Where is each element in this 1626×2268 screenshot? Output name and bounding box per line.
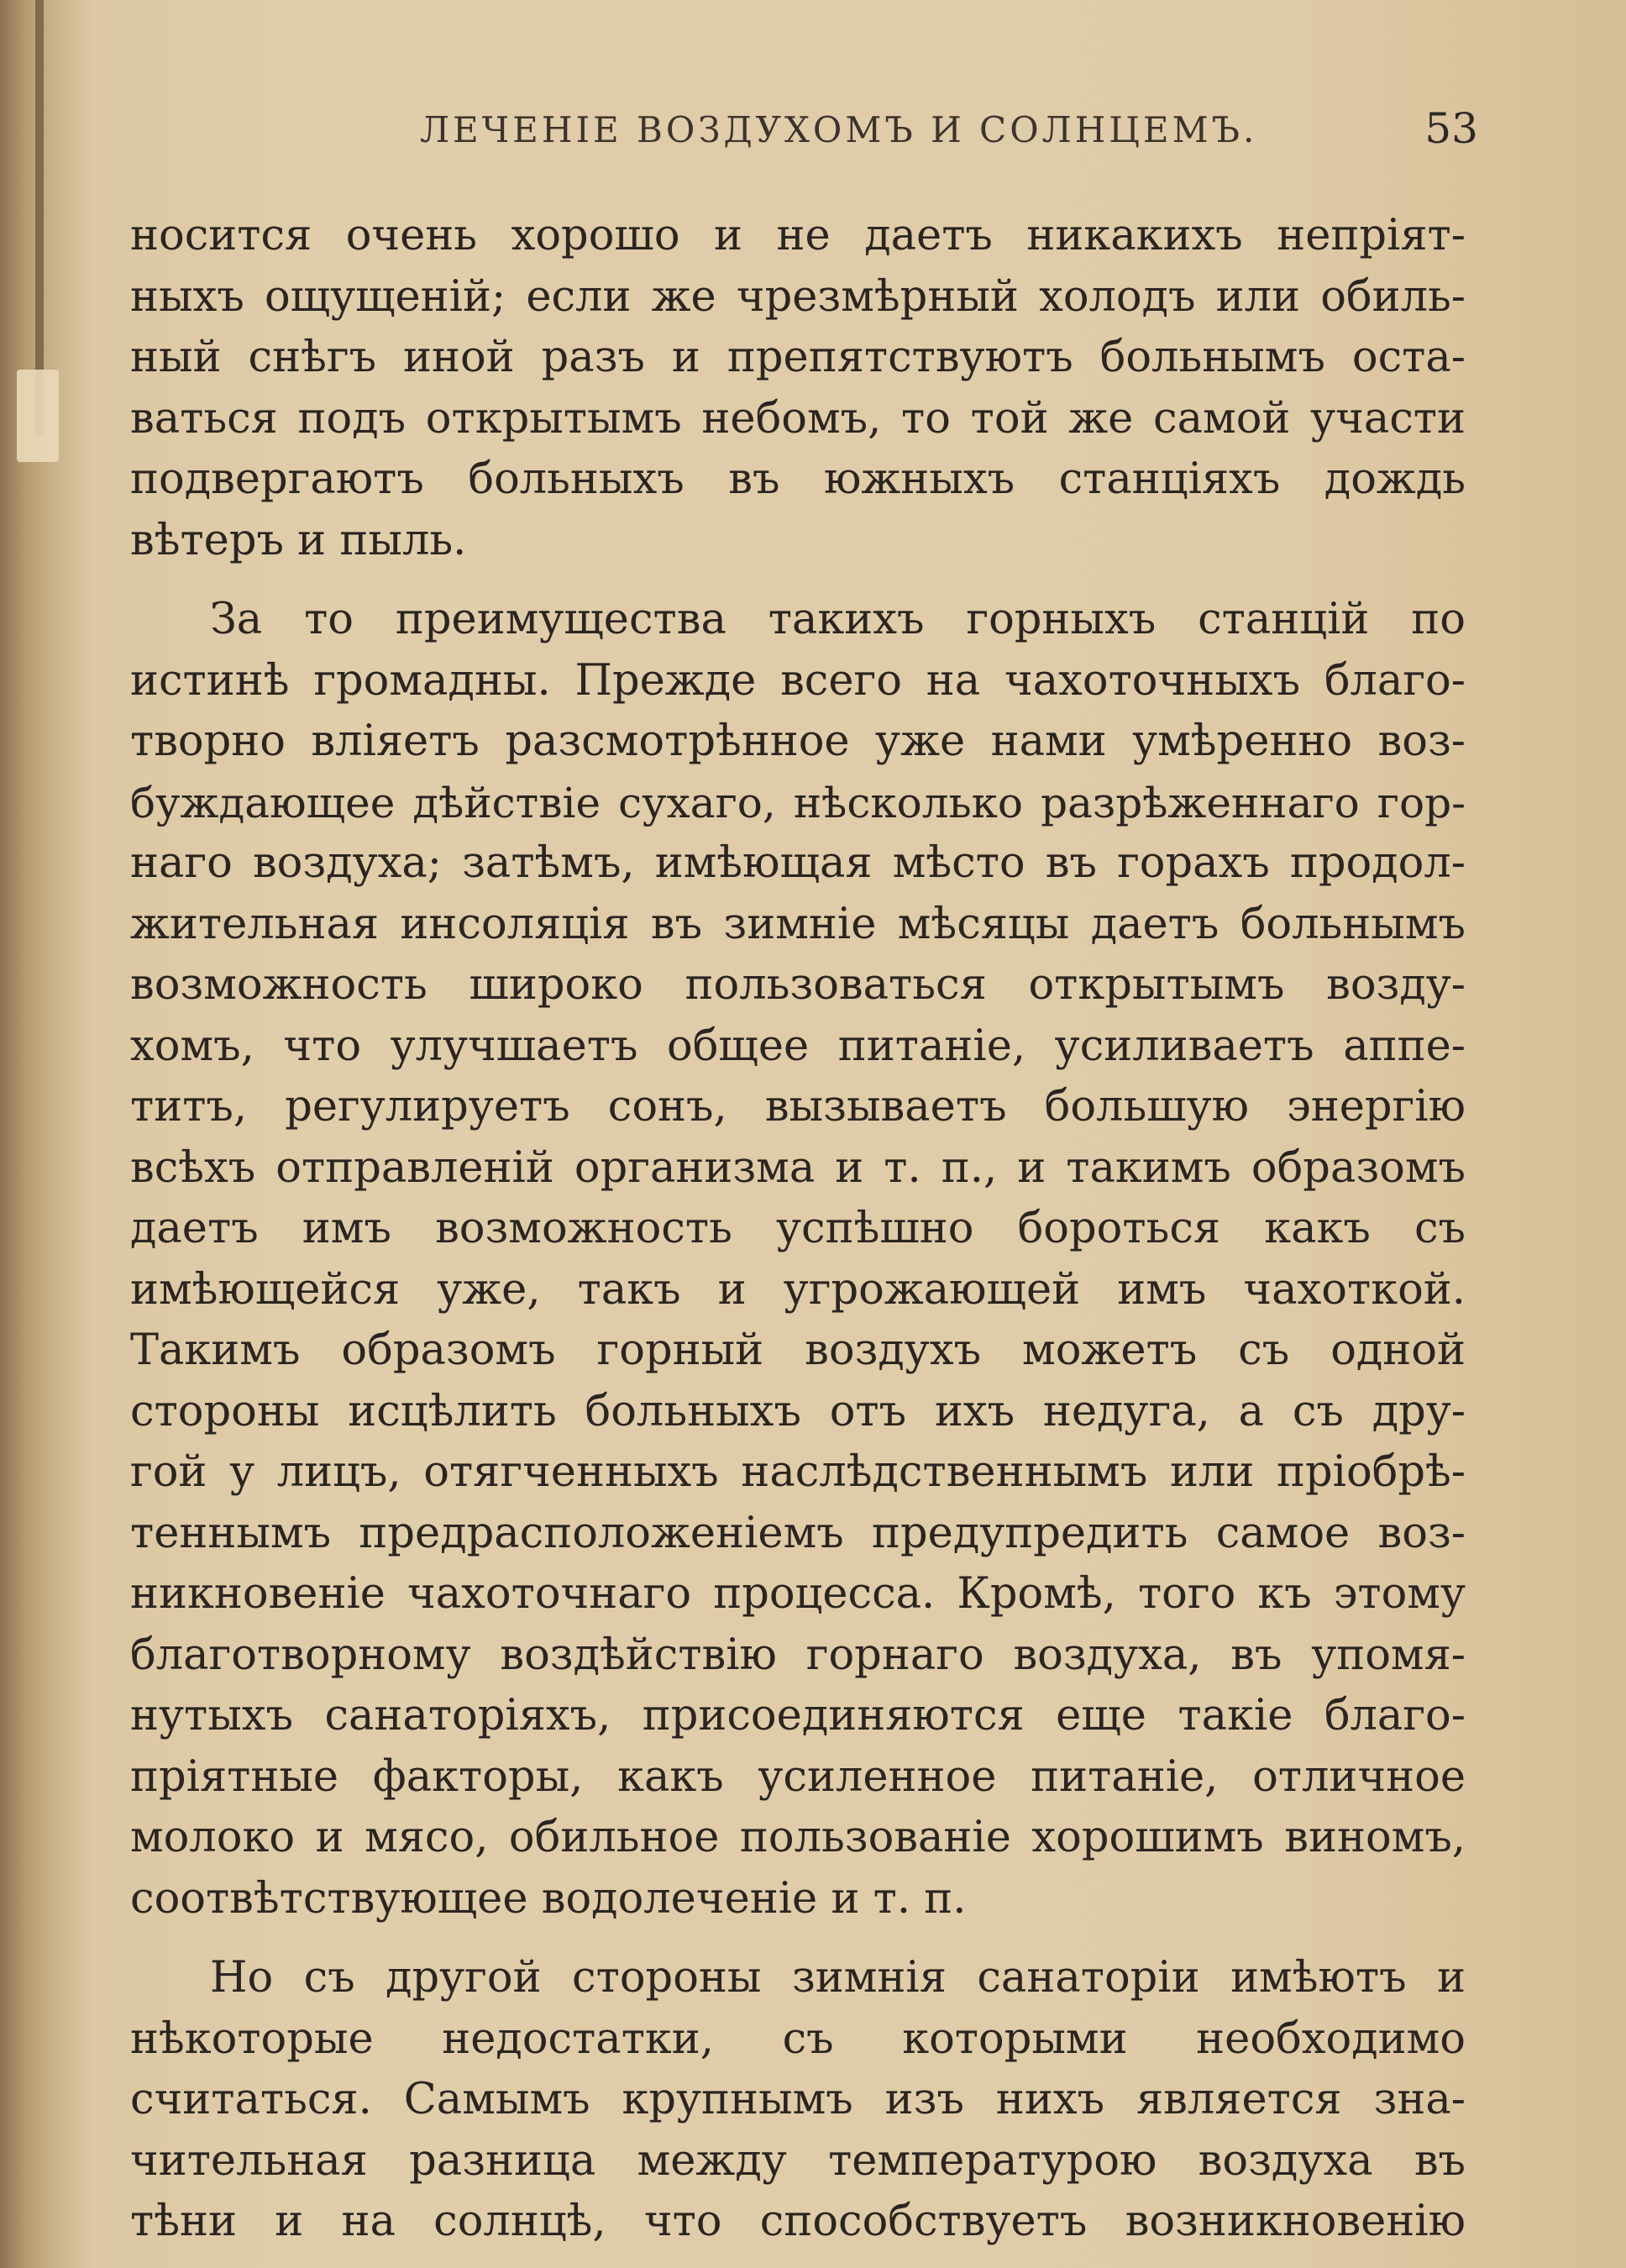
- text-line: чительная разница между температурою воздуха въ: [130, 2135, 1466, 2186]
- text-line: стороны исцѣлить больныхъ отъ ихъ недуга, а съ дру-: [130, 1386, 1466, 1436]
- text-line: возможность широко пользоваться открытымъ возду-: [130, 960, 1466, 1010]
- text-line: тѣни и на солнцѣ, что способствуетъ возникновенію: [130, 2197, 1466, 2246]
- text-line: никновеніе чахоточнаго процесса. Кромѣ, того къ этому: [130, 1569, 1466, 1619]
- page-header: [134, 104, 1478, 160]
- text-line: даетъ имъ возможность успѣшно бороться какъ съ: [130, 1204, 1466, 1253]
- text-line: буждающее дѣйствіе сухаго, нѣсколько разрѣженнаго гор-: [130, 778, 1466, 827]
- text-line: нѣкоторые недостатки, съ которыми необходимо: [130, 2013, 1466, 2064]
- page-binding-edge: [0, 0, 92, 2268]
- paragraph: [130, 206, 1466, 571]
- text-line: нутыхъ санаторіяхъ, присоединяются еще такіе благо-: [130, 1691, 1466, 1740]
- text-line: считаться. Самымъ крупнымъ изъ нихъ является зна-: [130, 2075, 1466, 2124]
- running-title: ЛЕЧЕНІЕ ВОЗДУХОМЪ И СОЛНЦЕМЪ.: [420, 109, 1258, 150]
- text-line: подвергаютъ больныхъ въ южныхъ станціяхъ дождь: [130, 454, 1466, 504]
- text-line: хомъ, что улучшаетъ общее питаніе, усиливаетъ аппе-: [130, 1021, 1466, 1071]
- body-text: [130, 206, 1466, 2253]
- text-line: благотворному воздѣйствію горнаго воздуха, въ упомя-: [130, 1630, 1466, 1680]
- text-line: наго воздуха; затѣмъ, имѣющая мѣсто въ горахъ продол-: [130, 838, 1466, 888]
- text-line: молоко и мясо, обильное пользованіе хорошимъ виномъ,: [130, 1813, 1466, 1862]
- text-line: теннымъ предрасположеніемъ предупредить самое воз-: [130, 1508, 1466, 1558]
- text-line: пріятные факторы, какъ усиленное питаніе, отличное: [130, 1751, 1466, 1802]
- text-line: носится очень хорошо и не даетъ никакихъ непріят-: [130, 211, 1466, 260]
- text-line: всѣхъ отправленій организма и т. п., и такимъ образомъ: [130, 1142, 1466, 1193]
- paragraph: [130, 1948, 1466, 2253]
- text-line: истинѣ громадны. Прежде всего на чахоточныхъ благо-: [130, 655, 1466, 706]
- torn-paper-chip: [17, 370, 59, 462]
- text-line: соотвѣтствующее водолеченіе и т. п.: [130, 1873, 967, 1924]
- text-line: титъ, регулируетъ сонъ, вызываетъ большую энергію: [130, 1082, 1466, 1131]
- page-number: 53: [1424, 104, 1478, 153]
- text-line: За то преимущества такихъ горныхъ станцій по: [210, 595, 1466, 644]
- text-line: ныхъ ощущеній; если же чрезмѣрный холодъ или обиль-: [130, 271, 1466, 322]
- paragraph: [130, 590, 1466, 1929]
- text-line: жительная инсоляція въ зимніе мѣсяцы даетъ больнымъ: [130, 899, 1466, 949]
- text-line: вѣтеръ и пыль.: [130, 515, 467, 565]
- text-line: творно вліяетъ разсмотрѣнное уже нами умѣренно воз-: [130, 717, 1466, 766]
- text-line: имѣющейся уже, такъ и угрожающей имъ чахоткой.: [130, 1264, 1466, 1315]
- text-line: ный снѣгъ иной разъ и препятствуютъ больнымъ оста-: [130, 333, 1466, 382]
- text-line: Но съ другой стороны зимнія санаторіи имѣютъ и: [210, 1953, 1466, 2003]
- text-line: ваться подъ открытымъ небомъ, то той же самой участи: [130, 393, 1466, 444]
- text-line: гой у лицъ, отягченныхъ наслѣдственнымъ или пріобрѣ-: [130, 1447, 1466, 1497]
- text-line: Такимъ образомъ горный воздухъ можетъ съ одной: [130, 1326, 1466, 1375]
